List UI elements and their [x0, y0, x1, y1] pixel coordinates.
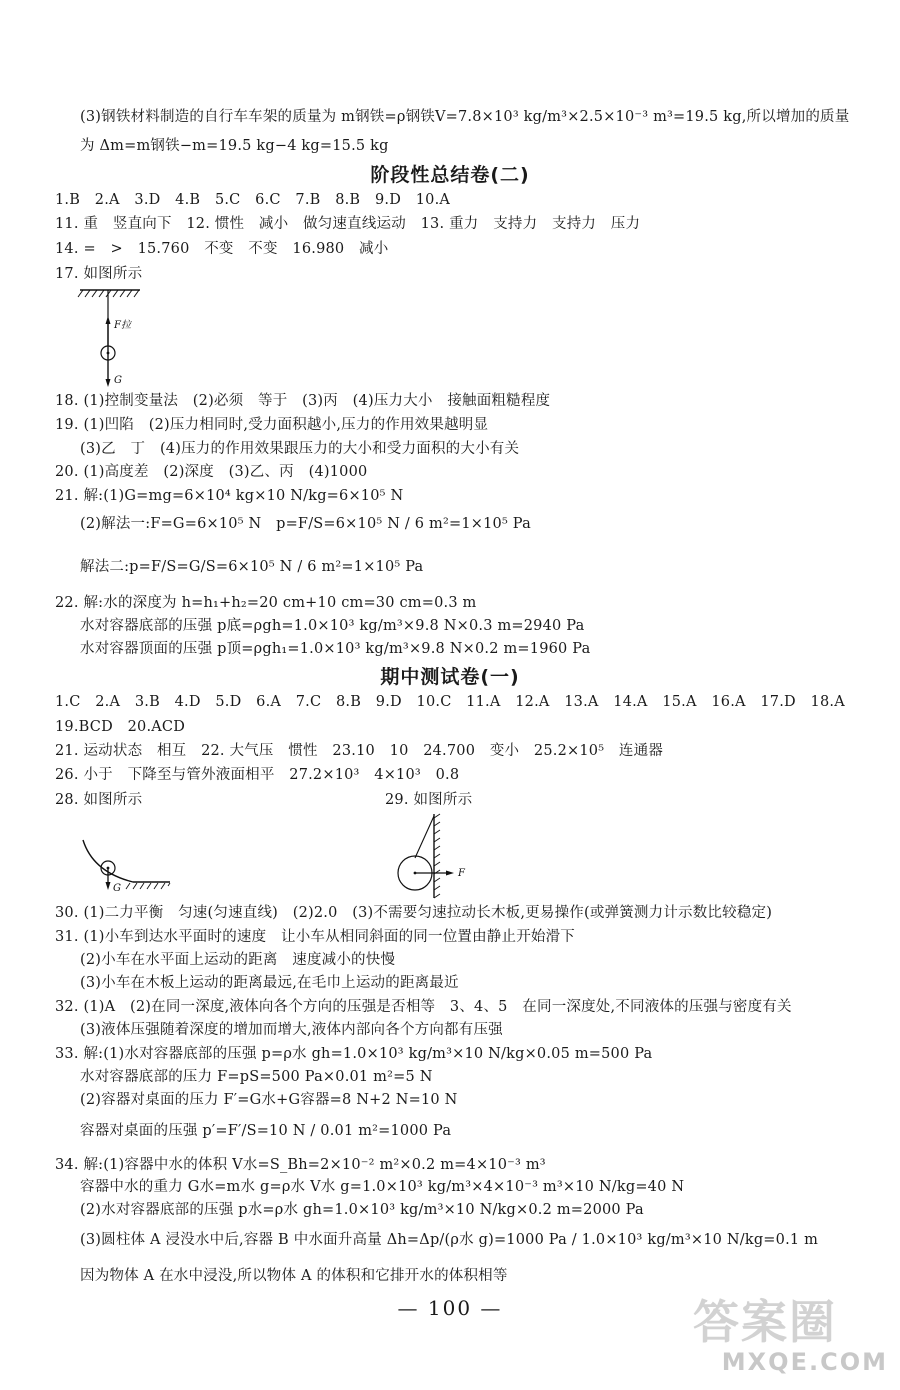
answer-line: 容器中水的重力 G水=m水 g=ρ水 V水 g=1.0×10³ kg/m³×4×10⁻³ m³×10 N/kg=40 N: [80, 1179, 685, 1195]
page-number: — 100 —: [397, 1296, 503, 1320]
answer-line: 因为物体 A 在水中浸没,所以物体 A 的体积和它排开水的体积相等: [80, 1268, 508, 1284]
answer-line: (2)容器对桌面的压力 F′=G水+G容器=8 N+2 N=10 N: [80, 1092, 458, 1108]
answer-line: 28. 如图所示: [55, 792, 143, 808]
answer-line: 为 Δm=m钢铁−m=19.5 kg−4 kg=15.5 kg: [80, 138, 389, 154]
answer-line: 19. (1)凹陷 (2)压力相同时,受力面积越小,压力的作用效果越明显: [55, 417, 489, 433]
figure-28-gravity-label: G: [113, 883, 121, 894]
figure-29-force-label: F: [458, 868, 465, 879]
answer-line: 21. 运动状态 相互 22. 大气压 惯性 23.10 10 24.700 变小 25.2×10⁵ 连通器: [55, 743, 664, 759]
figure-17-gravity-label: G: [114, 375, 122, 386]
answer-line: 19.BCD 20.ACD: [55, 719, 186, 735]
answer-line: (3)乙 丁 (4)压力的作用效果跟压力的大小和受力面积的大小有关: [80, 441, 520, 457]
section-heading-stage-test-2: 阶段性总结卷(二): [370, 164, 530, 186]
answer-line: 解法二:p=F/S=G/S=6×10⁵ N / 6 m²=1×10⁵ Pa: [80, 559, 424, 575]
answer-line: 水对容器底部的压强 p底=ρgh=1.0×10³ kg/m³×9.8 N×0.3 m=2940 Pa: [80, 618, 585, 634]
answer-line: (3)液体压强随着深度的增加而增大,液体内部向各个方向都有压强: [80, 1022, 503, 1038]
answer-line: 31. (1)小车到达水平面时的速度 让小车从相同斜面的同一位置由静止开始滑下: [55, 929, 576, 945]
answer-line: 18. (1)控制变量法 (2)必须 等于 (3)丙 (4)压力大小 接触面粗糙程度: [55, 393, 551, 409]
answer-line: (3)钢铁材料制造的自行车车架的质量为 m钢铁=ρ钢铁V=7.8×10³ kg/m³×2.5×10⁻³ m³=19.5 kg,所以增加的质量: [80, 109, 850, 125]
watermark-url-text: MXQE.COM: [721, 1348, 888, 1376]
watermark-big-text: 答案圈: [693, 1295, 837, 1349]
answer-line: 1.C 2.A 3.B 4.D 5.D 6.A 7.C 8.B 9.D 10.C 11.A 12.A 13.A 14.A 15.A 16.A 17.D 18.A: [55, 694, 845, 710]
answer-line: 26. 小于 下降至与管外液面相平 27.2×10³ 4×10³ 0.8: [55, 767, 460, 783]
answer-line: (2)水对容器底部的压强 p水=ρ水 gh=1.0×10³ kg/m³×10 N/kg×0.2 m=2000 Pa: [80, 1202, 644, 1218]
answer-line: 20. (1)高度差 (2)深度 (3)乙、丙 (4)1000: [55, 464, 368, 480]
answer-line: 14. = > 15.760 不变 不变 16.980 减小: [55, 241, 389, 257]
answer-line: 32. (1)A (2)在同一深度,液体向各个方向的压强是否相等 3、4、5 在同一深度处,不同液体的压强与密度有关: [55, 999, 792, 1015]
answer-line: (2)解法一:F=G=6×10⁵ N p=F/S=6×10⁵ N / 6 m²=1×10⁵ Pa: [80, 516, 531, 532]
answer-line: 29. 如图所示: [385, 792, 473, 808]
answer-line: (2)小车在水平面上运动的距离 速度减小的快慢: [80, 952, 396, 968]
section-heading-midterm-1: 期中测试卷(一): [380, 666, 520, 688]
answer-line: 21. 解:(1)G=mg=6×10⁴ kg×10 N/kg=6×10⁵ N: [55, 488, 404, 504]
figure-29-ball-on-wall: [388, 812, 478, 902]
answer-line: 22. 解:水的深度为 h=h₁+h₂=20 cm+10 cm=30 cm=0.3 m: [55, 595, 477, 611]
answer-line: 容器对桌面的压强 p′=F′/S=10 N / 0.01 m²=1000 Pa: [80, 1123, 452, 1139]
answer-line: (3)圆柱体 A 浸没水中后,容器 B 中水面升高量 Δh=Δp/(ρ水 g)=1000 Pa / 1.0×10³ kg/m³×10 N/kg=0.1 m: [80, 1232, 819, 1248]
answer-line: 11. 重 竖直向下 12. 惯性 减小 做匀速直线运动 13. 重力 支持力 支持力 压力: [55, 216, 641, 232]
answer-line: 34. 解:(1)容器中水的体积 V水=S_Bh=2×10⁻² m²×0.2 m=4×10⁻³ m³: [55, 1157, 546, 1173]
answer-line: 水对容器底部的压力 F=pS=500 Pa×0.01 m²=5 N: [80, 1069, 433, 1085]
figure-17-pull-force-label: F拉: [114, 320, 131, 331]
answer-line: 1.B 2.A 3.D 4.B 5.C 6.C 7.B 8.B 9.D 10.A: [55, 192, 451, 208]
answer-line: 水对容器顶面的压强 p顶=ρgh₁=1.0×10³ kg/m³×9.8 N×0.2 m=1960 Pa: [80, 641, 591, 657]
answer-line: (3)小车在木板上运动的距离最远,在毛巾上运动的距离最近: [80, 975, 459, 991]
answer-line: 17. 如图所示: [55, 266, 143, 282]
figure-28-ball-on-slope: [75, 828, 185, 898]
figure-17-hanging-ball: [75, 284, 155, 396]
answer-line: 30. (1)二力平衡 匀速(匀速直线) (2)2.0 (3)不需要匀速拉动长木板,更易操作(或弹簧测力计示数比较稳定): [55, 905, 773, 921]
answer-line: 33. 解:(1)水对容器底部的压强 p=ρ水 gh=1.0×10³ kg/m³×10 N/kg×0.05 m=500 Pa: [55, 1046, 653, 1062]
watermark-logo: [693, 1296, 888, 1378]
